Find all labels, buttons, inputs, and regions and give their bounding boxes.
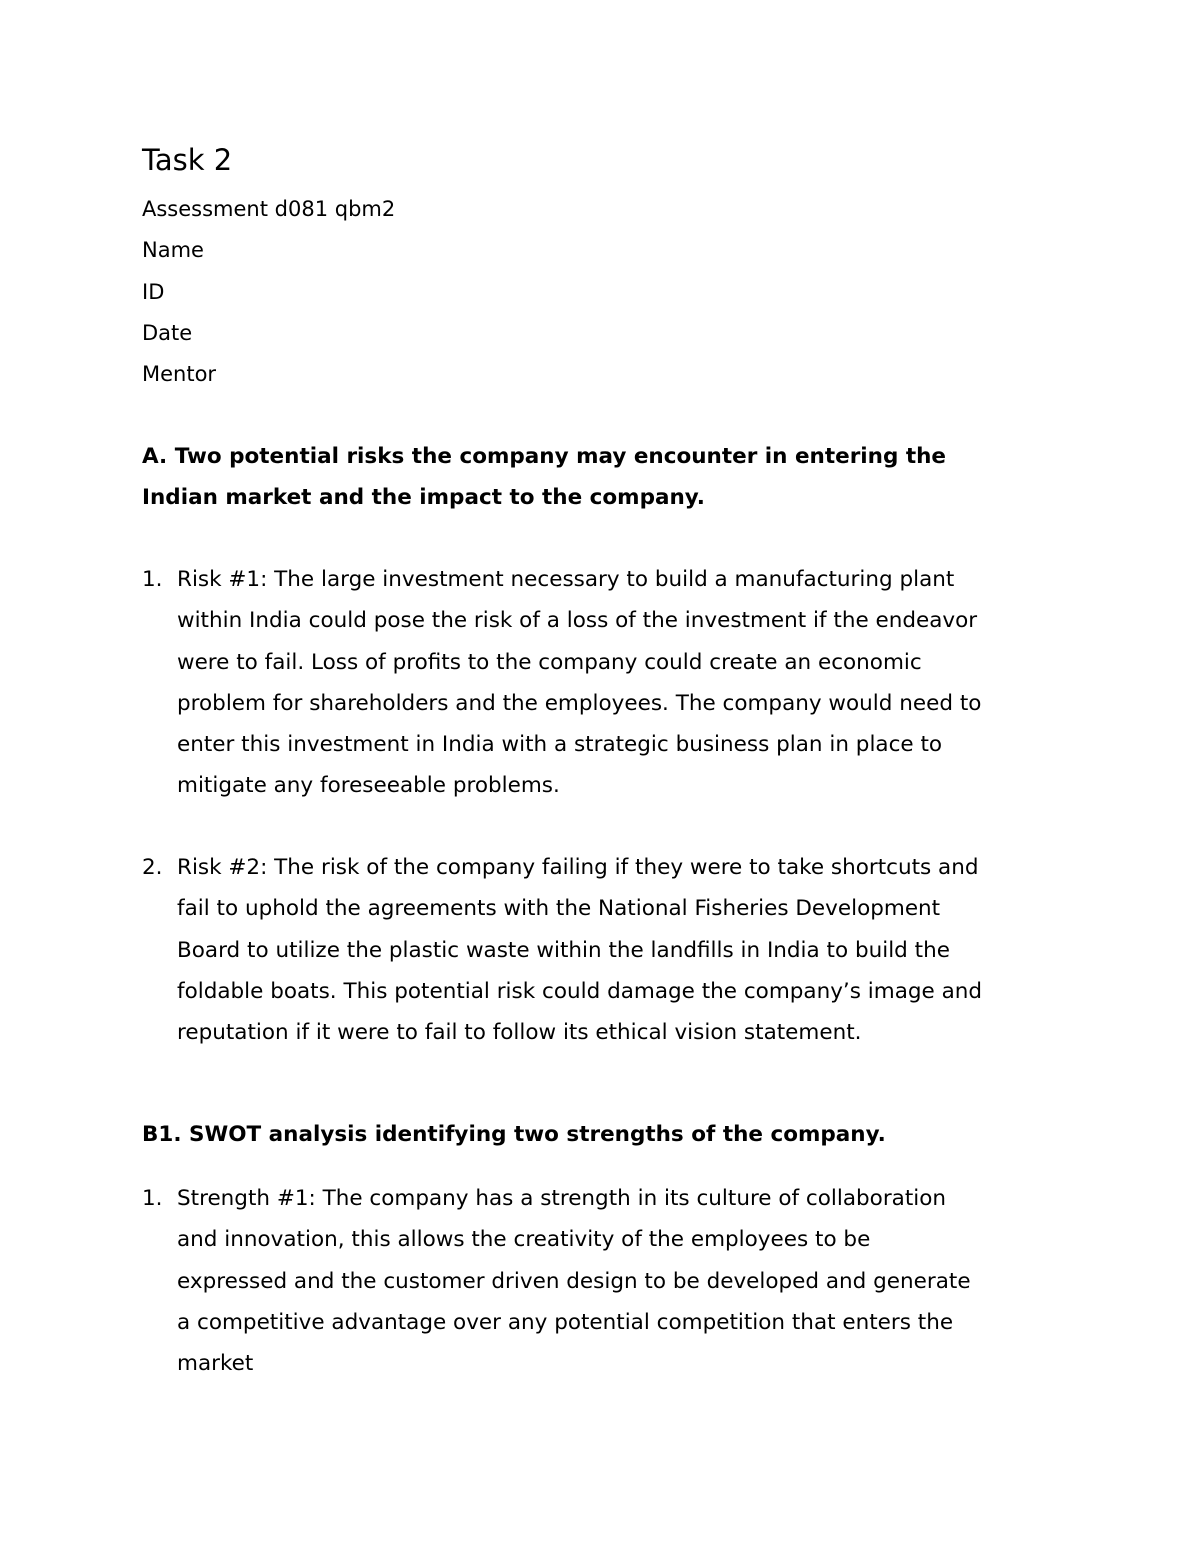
meta-mentor: Mentor xyxy=(142,362,217,387)
risk-item-2 xyxy=(142,847,1082,1053)
risk-2-line: Risk #2: The risk of the company failing if they were to take shortcuts and xyxy=(177,855,979,880)
risk-1-line: mitigate any foreseeable problems. xyxy=(177,773,560,799)
document-title: Task 2 xyxy=(142,143,233,177)
section-b1-heading xyxy=(142,1114,1082,1155)
risk-2-line: Board to utilize the plastic waste within the landfills in India to build the xyxy=(177,937,950,963)
risk-1-line: problem for shareholders and the employees. The company would need to xyxy=(177,690,982,716)
strength-1-line: a competitive advantage over any potential competition that enters the xyxy=(177,1309,954,1335)
strength-1-line: Strength #1: The company has a strength in its culture of collaboration xyxy=(177,1186,947,1211)
risk-2-line: foldable boats. This potential risk could damage the company’s image and xyxy=(177,978,983,1004)
risk-item-1 xyxy=(142,559,1082,807)
meta-id: ID xyxy=(142,279,165,304)
meta-date: Date xyxy=(142,320,193,345)
meta-name: Name xyxy=(142,238,204,263)
section-a-heading xyxy=(142,436,1082,519)
document-meta xyxy=(142,189,395,395)
list-number: 1. xyxy=(142,567,163,592)
strength-item-1 xyxy=(142,1178,1082,1384)
risk-1-line: Risk #1: The large investment necessary to build a manufacturing plant xyxy=(177,567,955,592)
risk-1-line: were to fail. Loss of profits to the company could create an economic xyxy=(177,649,922,675)
meta-assessment: Assessment d081 qbm2 xyxy=(142,197,396,221)
section-b1-heading-line: B1. SWOT analysis identifying two strengths of the company. xyxy=(142,1122,886,1147)
section-a-heading-line: Indian market and the impact to the company. xyxy=(142,485,705,511)
strength-1-line: and innovation, this allows the creativity of the employees to be xyxy=(177,1227,871,1253)
strength-1-line: market xyxy=(177,1351,254,1377)
list-number: 2. xyxy=(142,855,163,880)
risk-2-line: reputation if it were to fail to follow its ethical vision statement. xyxy=(177,1020,862,1046)
list-number: 1. xyxy=(142,1186,163,1211)
strength-1-line: expressed and the customer driven design to be developed and generate xyxy=(177,1268,971,1294)
section-a-heading-line: A. Two potential risks the company may encounter in entering the xyxy=(142,444,947,469)
risk-1-line: enter this investment in India with a strategic business plan in place to xyxy=(177,732,943,758)
risk-2-line: fail to uphold the agreements with the National Fisheries Development xyxy=(177,896,941,922)
risk-1-line: within India could pose the risk of a loss of the investment if the endeavor xyxy=(177,608,978,634)
